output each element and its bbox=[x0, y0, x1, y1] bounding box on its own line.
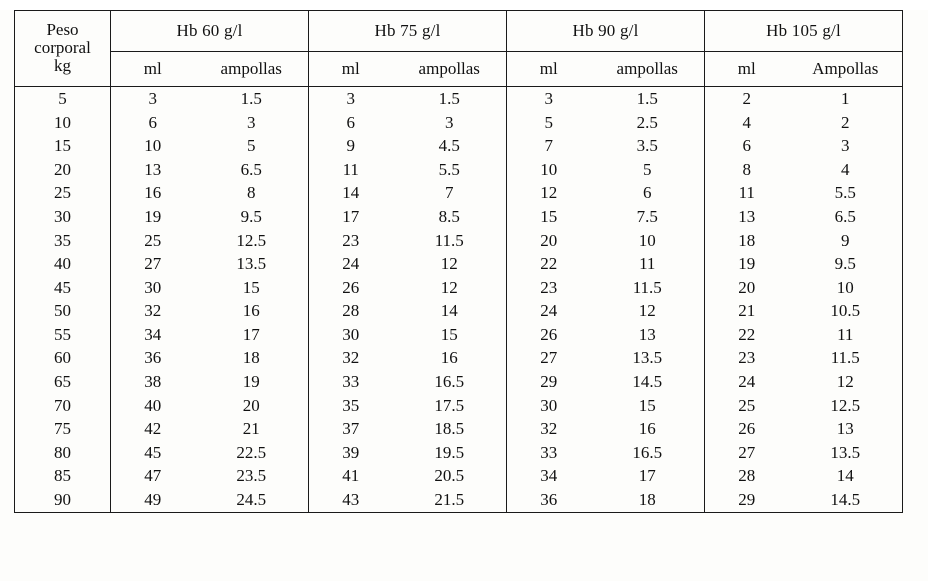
cell-ml: 37 bbox=[309, 417, 393, 441]
cell-weight: 65 bbox=[54, 372, 71, 392]
cell-ampollas: 4 bbox=[841, 159, 850, 179]
cell-ampollas: 15 bbox=[440, 324, 458, 344]
cell-ml: 27 bbox=[705, 441, 789, 465]
cell-ml: 24 bbox=[705, 370, 789, 394]
cell-ampollas: 10.5 bbox=[830, 301, 861, 321]
table-body bbox=[15, 87, 903, 513]
cell-ml: 6 bbox=[111, 111, 195, 135]
cell-ampollas: 12.5 bbox=[830, 395, 861, 415]
subheader-hb75-ampollas: ampollas bbox=[393, 52, 507, 87]
cell-ml: 23 bbox=[309, 229, 393, 253]
cell-weight: 55 bbox=[54, 324, 71, 344]
cell-ml: 47 bbox=[111, 465, 195, 489]
cell-ml: 19 bbox=[705, 252, 789, 276]
cell-ampollas: 9.5 bbox=[240, 206, 262, 226]
cell-ampollas: 14.5 bbox=[830, 490, 861, 510]
cell-ml: 16 bbox=[111, 181, 195, 205]
cell-ampollas: 21.5 bbox=[434, 490, 465, 510]
cell-ml: 20 bbox=[705, 276, 789, 300]
cell-ampollas: 14 bbox=[836, 466, 854, 486]
table-row bbox=[15, 134, 903, 158]
cell-ampollas: 13.5 bbox=[632, 348, 663, 368]
cell-weight: 25 bbox=[54, 183, 71, 203]
cell-ml: 29 bbox=[507, 370, 591, 394]
cell-weight: 40 bbox=[54, 254, 71, 274]
cell-ampollas: 3 bbox=[247, 112, 256, 132]
subheader-hb60-ml: ml bbox=[111, 52, 195, 87]
cell-ml: 24 bbox=[309, 252, 393, 276]
subheader-hb75-ml: ml bbox=[309, 52, 393, 87]
cell-ml: 7 bbox=[507, 134, 591, 158]
table-row bbox=[15, 441, 903, 465]
cell-ampollas: 10 bbox=[836, 277, 854, 297]
cell-ampollas: 8.5 bbox=[438, 206, 460, 226]
cell-ampollas: 11.5 bbox=[830, 348, 860, 368]
cell-ml: 28 bbox=[705, 465, 789, 489]
cell-ampollas: 13.5 bbox=[236, 254, 267, 274]
cell-ampollas: 15 bbox=[242, 277, 260, 297]
cell-ampollas: 5.5 bbox=[834, 183, 856, 203]
cell-ml: 30 bbox=[309, 323, 393, 347]
cell-ampollas: 20.5 bbox=[434, 466, 465, 486]
cell-ml: 32 bbox=[507, 417, 591, 441]
cell-ampollas: 5.5 bbox=[438, 159, 460, 179]
cell-ml: 4 bbox=[705, 111, 789, 135]
table-header-row-units bbox=[15, 52, 903, 87]
cell-weight: 90 bbox=[54, 490, 71, 510]
cell-ml: 22 bbox=[507, 252, 591, 276]
cell-ml: 25 bbox=[705, 394, 789, 418]
cell-ml: 25 bbox=[111, 229, 195, 253]
table-row bbox=[15, 394, 903, 418]
cell-ampollas: 1 bbox=[841, 88, 850, 108]
table-row bbox=[15, 465, 903, 489]
cell-ampollas: 13 bbox=[638, 324, 656, 344]
cell-ml: 34 bbox=[507, 465, 591, 489]
subheader-hb105-ampollas: Ampollas bbox=[789, 52, 903, 87]
cell-ampollas: 12 bbox=[440, 254, 458, 274]
table-row bbox=[15, 111, 903, 135]
cell-ml: 41 bbox=[309, 465, 393, 489]
cell-ampollas: 11 bbox=[837, 324, 854, 344]
cell-ampollas: 18 bbox=[242, 348, 260, 368]
cell-ampollas: 17 bbox=[242, 324, 260, 344]
group-header-hb90: Hb 90 g/l bbox=[507, 11, 705, 52]
cell-ampollas: 20 bbox=[242, 395, 260, 415]
cell-ampollas: 18 bbox=[638, 490, 656, 510]
cell-ml: 22 bbox=[705, 323, 789, 347]
cell-ampollas: 19 bbox=[242, 372, 260, 392]
table-row bbox=[15, 87, 903, 111]
cell-ml: 17 bbox=[309, 205, 393, 229]
table-row bbox=[15, 276, 903, 300]
cell-weight: 70 bbox=[54, 395, 71, 415]
cell-ml: 45 bbox=[111, 441, 195, 465]
cell-ml: 30 bbox=[507, 394, 591, 418]
cell-ml: 23 bbox=[507, 276, 591, 300]
cell-ml: 19 bbox=[111, 205, 195, 229]
cell-ml: 6 bbox=[705, 134, 789, 158]
cell-ml: 11 bbox=[309, 158, 393, 182]
cell-ml: 35 bbox=[309, 394, 393, 418]
table-row bbox=[15, 252, 903, 276]
table-header-row-groups bbox=[15, 11, 903, 52]
cell-ml: 10 bbox=[507, 158, 591, 182]
cell-ampollas: 24.5 bbox=[236, 490, 267, 510]
cell-ampollas: 7 bbox=[445, 183, 454, 203]
cell-ml: 26 bbox=[705, 417, 789, 441]
cell-ml: 14 bbox=[309, 181, 393, 205]
cell-ml: 40 bbox=[111, 394, 195, 418]
cell-ml: 39 bbox=[309, 441, 393, 465]
table-row bbox=[15, 488, 903, 512]
cell-ml: 11 bbox=[705, 181, 789, 205]
cell-ampollas: 19.5 bbox=[434, 442, 465, 462]
cell-ampollas: 16 bbox=[638, 419, 656, 439]
cell-ml: 30 bbox=[111, 276, 195, 300]
subheader-hb60-ampollas: ampollas bbox=[195, 52, 309, 87]
cell-ml: 6 bbox=[309, 111, 393, 135]
cell-ml: 32 bbox=[309, 347, 393, 371]
cell-ampollas: 10 bbox=[638, 230, 656, 250]
table-row bbox=[15, 205, 903, 229]
cell-ml: 12 bbox=[507, 181, 591, 205]
cell-ampollas: 5 bbox=[247, 136, 256, 156]
table-row bbox=[15, 347, 903, 371]
cell-ml: 28 bbox=[309, 299, 393, 323]
cell-ml: 8 bbox=[705, 158, 789, 182]
table-row bbox=[15, 370, 903, 394]
subheader-hb105-ml: ml bbox=[705, 52, 789, 87]
cell-ampollas: 13 bbox=[836, 419, 854, 439]
subheader-hb90-ml: ml bbox=[507, 52, 591, 87]
cell-ampollas: 8 bbox=[247, 183, 256, 203]
cell-ampollas: 15 bbox=[638, 395, 656, 415]
cell-weight: 45 bbox=[54, 277, 71, 297]
cell-ml: 43 bbox=[309, 488, 393, 512]
cell-ml: 33 bbox=[309, 370, 393, 394]
cell-ml: 29 bbox=[705, 488, 789, 512]
cell-weight: 50 bbox=[54, 301, 71, 321]
cell-ampollas: 16.5 bbox=[632, 442, 663, 462]
cell-ampollas: 12.5 bbox=[236, 230, 267, 250]
cell-weight: 80 bbox=[54, 442, 71, 462]
cell-ampollas: 6.5 bbox=[240, 159, 262, 179]
cell-ampollas: 9.5 bbox=[834, 254, 856, 274]
cell-ml: 36 bbox=[507, 488, 591, 512]
table-row bbox=[15, 323, 903, 347]
cell-ml: 3 bbox=[507, 87, 591, 111]
cell-ampollas: 21 bbox=[242, 419, 260, 439]
cell-ampollas: 22.5 bbox=[236, 442, 267, 462]
table-row bbox=[15, 181, 903, 205]
cell-ampollas: 14 bbox=[440, 301, 458, 321]
cell-ml: 42 bbox=[111, 417, 195, 441]
cell-ml: 21 bbox=[705, 299, 789, 323]
cell-weight: 20 bbox=[54, 159, 71, 179]
cell-ml: 38 bbox=[111, 370, 195, 394]
cell-ml: 13 bbox=[111, 158, 195, 182]
cell-ml: 9 bbox=[309, 134, 393, 158]
cell-weight: 35 bbox=[54, 230, 71, 250]
group-header-hb60: Hb 60 g/l bbox=[111, 11, 309, 52]
cell-ml: 20 bbox=[507, 229, 591, 253]
document-page bbox=[0, 10, 928, 581]
cell-ml: 26 bbox=[507, 323, 591, 347]
cell-ml: 15 bbox=[507, 205, 591, 229]
cell-ampollas: 14.5 bbox=[632, 372, 663, 392]
cell-ampollas: 1.5 bbox=[636, 88, 658, 108]
cell-ml: 18 bbox=[705, 229, 789, 253]
cell-ampollas: 3 bbox=[841, 136, 850, 156]
cell-ampollas: 2.5 bbox=[636, 112, 658, 132]
cell-ampollas: 16 bbox=[440, 348, 458, 368]
cell-ampollas: 17.5 bbox=[434, 395, 465, 415]
cell-ml: 27 bbox=[111, 252, 195, 276]
cell-ampollas: 9 bbox=[841, 230, 850, 250]
corner-header-line-2: corporal bbox=[34, 38, 91, 58]
cell-ampollas: 17 bbox=[638, 466, 656, 486]
cell-ampollas: 16 bbox=[242, 301, 260, 321]
cell-ampollas: 1.5 bbox=[438, 88, 460, 108]
cell-ampollas: 4.5 bbox=[438, 136, 460, 156]
table-row bbox=[15, 229, 903, 253]
cell-ampollas: 13.5 bbox=[830, 442, 861, 462]
table-header bbox=[15, 11, 903, 87]
table-row bbox=[15, 299, 903, 323]
cell-ml: 27 bbox=[507, 347, 591, 371]
cell-ampollas: 12 bbox=[638, 301, 656, 321]
cell-ml: 36 bbox=[111, 347, 195, 371]
cell-ml: 32 bbox=[111, 299, 195, 323]
cell-weight: 15 bbox=[54, 136, 71, 156]
cell-ampollas: 2 bbox=[841, 112, 850, 132]
cell-ml: 49 bbox=[111, 488, 195, 512]
cell-ml: 33 bbox=[507, 441, 591, 465]
corner-header-line-3: kg bbox=[54, 55, 71, 75]
cell-ampollas: 1.5 bbox=[240, 88, 262, 108]
cell-ml: 34 bbox=[111, 323, 195, 347]
cell-weight: 75 bbox=[54, 419, 71, 439]
cell-ampollas: 18.5 bbox=[434, 419, 465, 439]
cell-ml: 3 bbox=[111, 87, 195, 111]
cell-ampollas: 3.5 bbox=[636, 136, 658, 156]
cell-ampollas: 11 bbox=[639, 254, 656, 274]
subheader-hb90-ampollas: ampollas bbox=[591, 52, 705, 87]
cell-ampollas: 16.5 bbox=[434, 372, 465, 392]
cell-ml: 24 bbox=[507, 299, 591, 323]
cell-weight: 10 bbox=[54, 112, 71, 132]
cell-ampollas: 5 bbox=[643, 159, 652, 179]
cell-ml: 3 bbox=[309, 87, 393, 111]
cell-ml: 26 bbox=[309, 276, 393, 300]
corner-header bbox=[15, 11, 111, 87]
cell-ampollas: 6.5 bbox=[834, 206, 856, 226]
table-row bbox=[15, 158, 903, 182]
cell-ml: 10 bbox=[111, 134, 195, 158]
cell-ml: 13 bbox=[705, 205, 789, 229]
cell-ampollas: 3 bbox=[445, 112, 454, 132]
table-row bbox=[15, 417, 903, 441]
corner-header-line-1: Peso bbox=[46, 20, 79, 40]
group-header-hb105: Hb 105 g/l bbox=[705, 11, 903, 52]
cell-ampollas: 6 bbox=[643, 183, 652, 203]
group-header-hb75: Hb 75 g/l bbox=[309, 11, 507, 52]
iron-dose-table bbox=[14, 10, 903, 513]
cell-weight: 30 bbox=[54, 206, 71, 226]
cell-ml: 2 bbox=[705, 87, 789, 111]
cell-ml: 5 bbox=[507, 111, 591, 135]
cell-ampollas: 23.5 bbox=[236, 466, 267, 486]
cell-ampollas: 11.5 bbox=[434, 230, 464, 250]
cell-ampollas: 11.5 bbox=[632, 277, 662, 297]
cell-weight: 5 bbox=[58, 88, 67, 108]
cell-ampollas: 7.5 bbox=[636, 206, 658, 226]
cell-weight: 85 bbox=[54, 466, 71, 486]
cell-ml: 23 bbox=[705, 347, 789, 371]
cell-ampollas: 12 bbox=[836, 372, 854, 392]
cell-ampollas: 12 bbox=[440, 277, 458, 297]
cell-weight: 60 bbox=[54, 348, 71, 368]
